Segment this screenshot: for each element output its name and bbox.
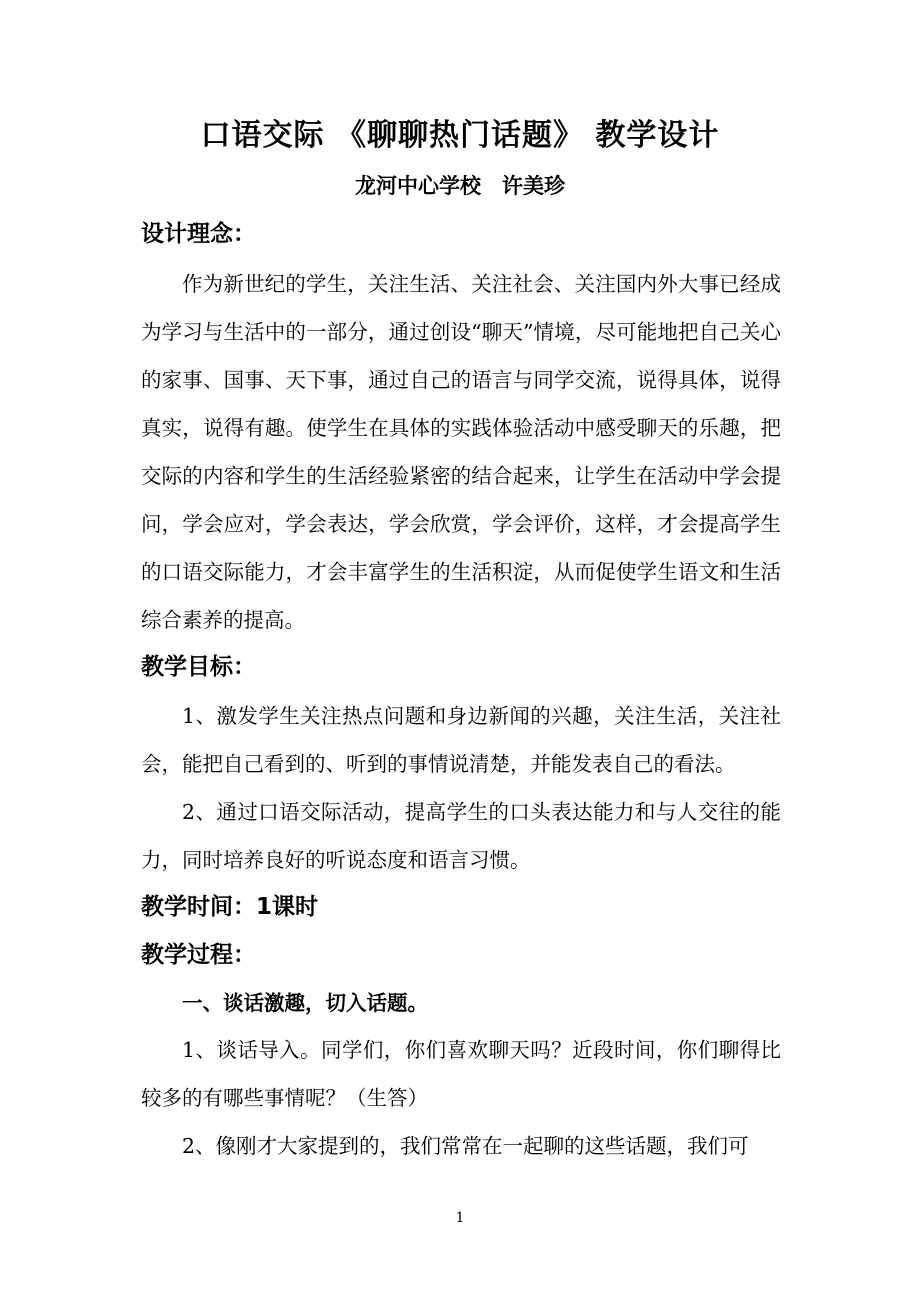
goal-item-1: 1、激发学生关注热点问题和身边新闻的兴趣，关注生活，关注社会，能把自己看到的、听到的事情说清楚，并能发表自己的看法。 — [141, 704, 781, 776]
process-subheading: 一、谈话激趣，切入话题。 — [182, 991, 428, 1015]
process-item-1: 1、谈话导入。同学们，你们喜欢聊天吗？近段时间，你们聊得比较多的有哪些事情呢？（生答） — [141, 1038, 781, 1110]
goal-item-2: 2、通过口语交际活动，提高学生的口头表达能力和与人交往的能力，同时培养良好的听说态度和语言习惯。 — [141, 800, 781, 872]
process-heading: 教学过程： — [141, 942, 256, 968]
page-number: 1 — [455, 1210, 465, 1226]
author-line: 龙河中心学校 许美珍 — [355, 174, 565, 198]
document-title: 口语交际 《聊聊热门话题》 教学设计 — [200, 118, 720, 153]
process-item-2: 2、像刚才大家提到的，我们常常在一起聊的这些话题，我们可 — [182, 1134, 749, 1158]
concept-heading: 设计理念： — [141, 221, 256, 247]
concept-paragraph: 作为新世纪的学生，关注生活、关注社会、关注国内外大事已经成为学习与生活中的一部分，通过创设“聊天”情境，尽可能地把自己关心的家事、国事、天下事，通过自己的语言与同学交流，说得具体，说得真实，说得有趣。使学生在具体的实践体验活动中感受聊天的乐趣，把交际的内容和学生的生活经验紧密的结合起来，让学生在活动中学会提问，学会应对，学会表达，学会欣赏，学会评价，这样，才会提高学生的口语交际能力，才会丰富学生的生活积淀，从而促使学生语文和生活综合素养的提高。 — [141, 272, 781, 632]
time-heading: 教学时间：1课时 — [141, 894, 319, 920]
goals-heading: 教学目标： — [141, 654, 256, 680]
